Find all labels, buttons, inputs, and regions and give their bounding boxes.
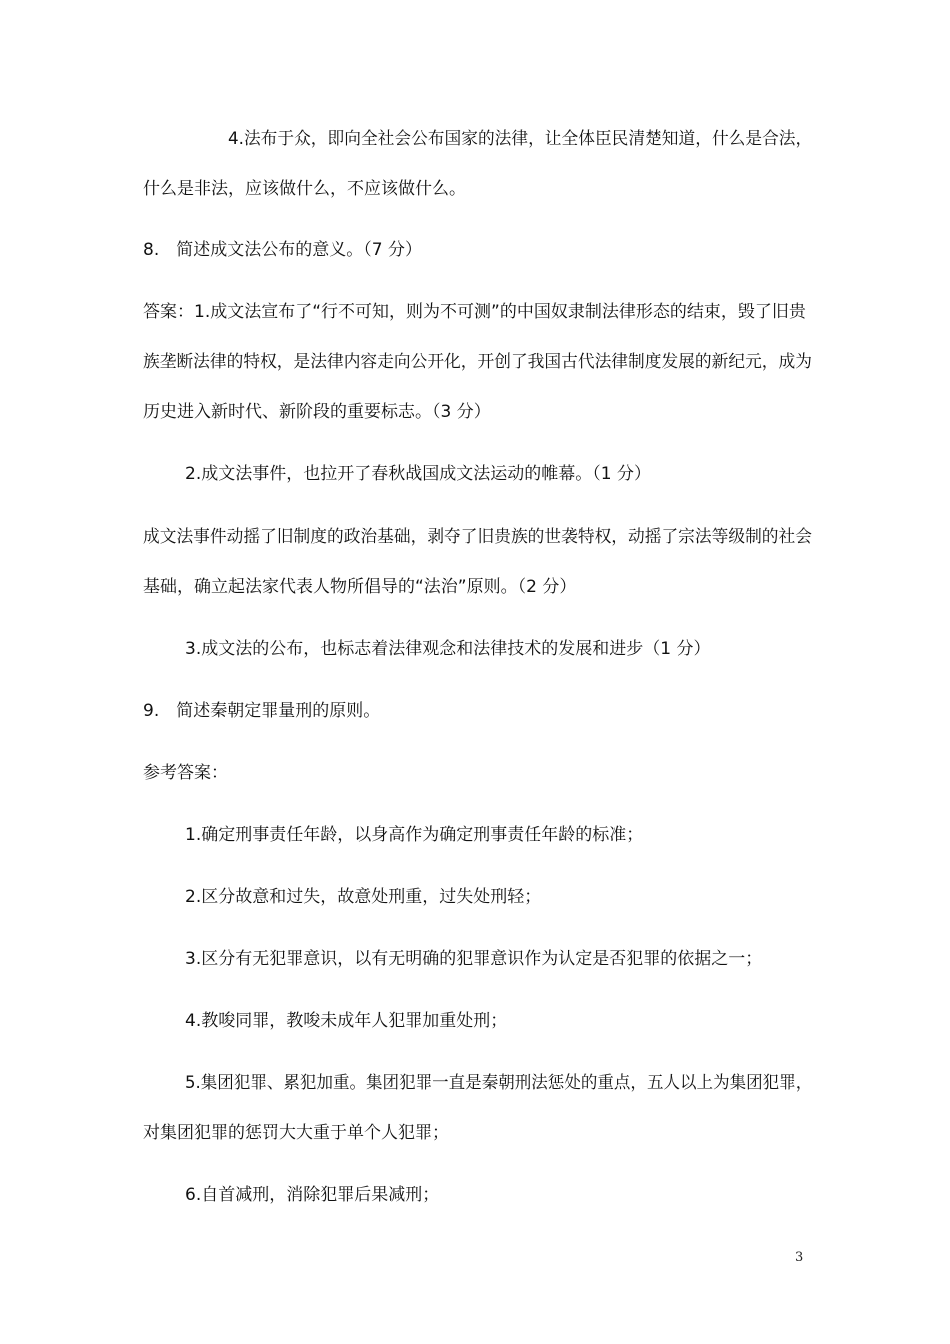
- list-item: 4.教唆同罪，教唆未成年人犯罪加重处刑；: [185, 1011, 508, 1031]
- page-number: 3: [795, 1250, 804, 1265]
- answer-label: 参考答案：: [143, 763, 228, 783]
- text-line: 2.成文法事件，也拉开了春秋战国成文法运动的帷幕。（1 分）: [185, 464, 651, 484]
- list-item: 1.确定刑事责任年龄，以身高作为确定刑事责任年龄的标准；: [185, 825, 644, 845]
- text-line: 成文法事件动摇了旧制度的政治基础，剥夺了旧贵族的世袭特权，动摇了宗法等级制的社会: [143, 527, 812, 547]
- question-heading: 9. 简述秦朝定罪量刑的原则。: [143, 701, 381, 721]
- answer-line: 答案：1.成文法宣布了“行不可知，则为不可测”的中国奴隶制法律形态的结束，毁了旧贵: [143, 302, 806, 322]
- text-line: 族垄断法律的特权，是法律内容走向公开化，开创了我国古代法律制度发展的新纪元，成为: [143, 352, 812, 372]
- text-line: 3.成文法的公布，也标志着法律观念和法律技术的发展和进步（1 分）: [185, 639, 711, 659]
- list-item: 5.集团犯罪、累犯加重。集团犯罪一直是秦朝刑法惩处的重点，五人以上为集团犯罪，: [185, 1073, 813, 1093]
- text-line: 什么是非法，应该做什么，不应该做什么。: [143, 179, 466, 199]
- question-heading: 8. 简述成文法公布的意义。（7 分）: [143, 240, 422, 260]
- text-line: 基础，确立起法家代表人物所倡导的“法治”原则。（2 分）: [143, 577, 577, 597]
- text-line: 4.法布于众，即向全社会公布国家的法律，让全体臣民清楚知道，什么是合法，: [228, 129, 813, 149]
- list-item: 6.自首减刑，消除犯罪后果减刑；: [185, 1185, 440, 1205]
- list-item: 3.区分有无犯罪意识，以有无明确的犯罪意识作为认定是否犯罪的依据之一；: [185, 949, 763, 969]
- list-item: 2.区分故意和过失，故意处刑重，过失处刑轻；: [185, 887, 542, 907]
- text-line: 对集团犯罪的惩罚大大重于单个人犯罪；: [143, 1123, 449, 1143]
- text-line: 历史进入新时代、新阶段的重要标志。（3 分）: [143, 402, 491, 422]
